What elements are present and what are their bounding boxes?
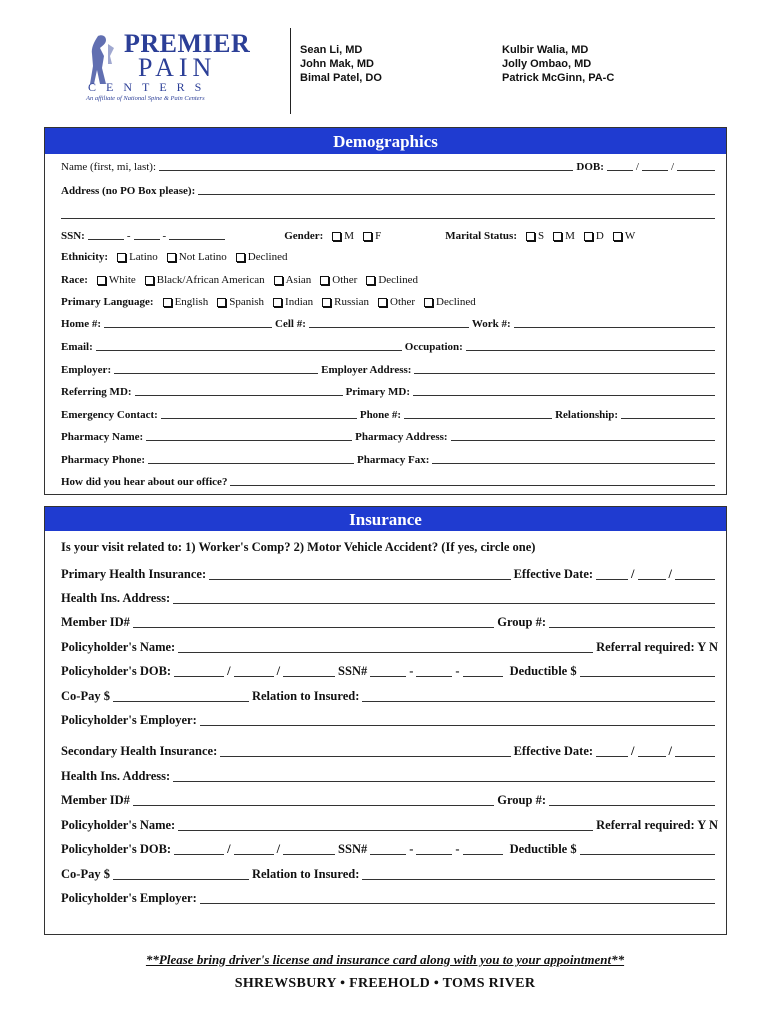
- ssn-separator: -: [162, 230, 167, 242]
- policyholder-employer-field[interactable]: [200, 902, 715, 904]
- address-field-2[interactable]: [61, 217, 715, 219]
- option-label: F: [375, 230, 382, 242]
- deductible-label: Deductible $: [509, 842, 577, 856]
- marital-option-w[interactable]: [613, 230, 635, 242]
- policyholder-dob-label: Policyholder's DOB:: [61, 842, 172, 856]
- checkbox-icon: [163, 298, 172, 307]
- pharmacy-address-field[interactable]: [451, 439, 715, 441]
- doctor-name: Patrick McGinn, PA-C: [502, 72, 615, 84]
- physician-row: [61, 382, 718, 398]
- secondary-address-row: [61, 766, 718, 784]
- emergency-phone-label: Phone #:: [359, 409, 402, 421]
- address-label: Address (no PO Box please):: [61, 185, 196, 197]
- holder-dob-month-field[interactable]: [174, 853, 224, 855]
- holder-dob-year-field[interactable]: [283, 675, 335, 677]
- option-label: Declined: [378, 274, 419, 286]
- holder-ssn-part-2-field[interactable]: [416, 853, 452, 855]
- logo-line-2: PAIN: [138, 53, 217, 82]
- employer-address-field[interactable]: [414, 372, 715, 374]
- dob-day-field[interactable]: [642, 169, 668, 171]
- referral-source-row: [61, 472, 718, 488]
- effective-day-field[interactable]: [638, 755, 666, 757]
- pharmacy-fax-field[interactable]: [432, 462, 715, 464]
- member-id-field[interactable]: [133, 804, 494, 806]
- holder-ssn-part-1-field[interactable]: [370, 675, 406, 677]
- employer-address-label: Employer Address:: [321, 364, 412, 376]
- policyholder-name-field[interactable]: [178, 829, 593, 831]
- member-id-label: Member ID#: [61, 615, 130, 629]
- referring-md-field[interactable]: [135, 394, 343, 396]
- relation-to-insured-field[interactable]: [362, 878, 715, 880]
- language-option-indian[interactable]: [273, 296, 313, 308]
- marital-option-d[interactable]: [584, 230, 604, 242]
- relationship-label: Relationship:: [555, 409, 619, 421]
- gender-option-f[interactable]: [363, 230, 381, 242]
- effective-date-label: Effective Date:: [513, 567, 594, 581]
- email-label: Email:: [61, 341, 93, 353]
- pharmacy-name-label: Pharmacy Name:: [61, 431, 144, 443]
- checkbox-icon: [145, 276, 154, 285]
- address-row-2: [61, 205, 718, 221]
- relation-to-insured-label: Relation to Insured:: [251, 867, 360, 881]
- doctor-name: John Mak, MD: [300, 58, 374, 70]
- option-label: M: [565, 230, 575, 242]
- dob-month-field[interactable]: [607, 169, 633, 171]
- premier-pain-centers-logo: [86, 29, 251, 108]
- occupation-label: Occupation:: [404, 341, 463, 353]
- dob-year-field[interactable]: [677, 169, 715, 171]
- date-separator: /: [276, 664, 281, 678]
- ssn-part-2-field[interactable]: [134, 238, 160, 240]
- marital-option-m[interactable]: [553, 230, 575, 242]
- phone-row: [61, 314, 718, 330]
- logo-line-1: PREMIER: [124, 29, 251, 58]
- language-option-spanish[interactable]: [217, 296, 264, 308]
- gender-option-m[interactable]: [332, 230, 354, 242]
- policyholder-name-field[interactable]: [178, 651, 593, 653]
- primary-insurance-row: [61, 564, 718, 582]
- doctor-name: Jolly Ombao, MD: [502, 58, 592, 70]
- language-option-english[interactable]: [163, 296, 209, 308]
- health-ins-address-field[interactable]: [173, 602, 715, 604]
- checkbox-icon: [273, 298, 282, 307]
- language-label: Primary Language:: [61, 296, 154, 308]
- policyholder-dob-label: Policyholder's DOB:: [61, 664, 172, 678]
- ethnicity-option-not-latino[interactable]: [167, 251, 227, 263]
- option-label: Asian: [285, 274, 312, 286]
- relationship-field[interactable]: [621, 417, 715, 419]
- option-label: Indian: [285, 296, 314, 308]
- ssn-separator: -: [455, 664, 460, 678]
- option-label: Declined: [436, 296, 476, 308]
- option-label: Russian: [334, 296, 369, 308]
- checkbox-icon: [217, 298, 226, 307]
- name-row: [61, 157, 718, 173]
- effective-year-field[interactable]: [675, 578, 715, 580]
- primary-md-field[interactable]: [413, 394, 715, 396]
- header-divider: [290, 28, 291, 114]
- group-label: Group #:: [497, 615, 546, 629]
- date-separator: /: [227, 664, 231, 678]
- insurance-section: [44, 506, 727, 935]
- policyholder-employer-label: Policyholder's Employer:: [61, 713, 197, 727]
- spine-figure-icon: [88, 34, 116, 86]
- bring-documents-note: **Please bring driver's license and insurance card along with you to your appointment**: [145, 952, 625, 967]
- referring-md-label: Referring MD:: [61, 386, 132, 398]
- option-label: White: [108, 274, 136, 286]
- secondary-member-row: [61, 790, 718, 808]
- primary-md-label: Primary MD:: [345, 386, 411, 398]
- checkbox-icon: [167, 253, 176, 262]
- emergency-contact-field[interactable]: [161, 417, 357, 419]
- emergency-phone-field[interactable]: [404, 417, 552, 419]
- option-label: Latino: [129, 251, 158, 263]
- ssn-label: SSN:: [61, 230, 85, 242]
- option-label: Declined: [247, 251, 288, 263]
- effective-date-label: Effective Date:: [513, 744, 594, 758]
- dob-separator: /: [670, 161, 674, 173]
- deductible-field[interactable]: [580, 675, 715, 677]
- pharmacy-contact-row: [61, 450, 718, 466]
- group-field[interactable]: [549, 804, 715, 806]
- policyholder-employer-field[interactable]: [200, 724, 715, 726]
- name-field[interactable]: [159, 169, 573, 171]
- secondary-insurance-row: [61, 741, 718, 759]
- home-phone-field[interactable]: [104, 326, 272, 328]
- doctor-list-right: [502, 43, 614, 85]
- race-option-other[interactable]: [320, 274, 357, 286]
- deductible-field[interactable]: [580, 853, 715, 855]
- option-label: Not Latino: [178, 251, 227, 263]
- demographics-title: Demographics: [45, 128, 726, 154]
- checkbox-icon: [322, 298, 331, 307]
- pharmacy-phone-field[interactable]: [148, 462, 354, 464]
- address-field[interactable]: [198, 193, 715, 195]
- primary-copay-row: [61, 686, 718, 704]
- emergency-contact-label: Emergency Contact:: [61, 409, 158, 421]
- ethnicity-option-latino[interactable]: [117, 251, 158, 263]
- cell-phone-label: Cell #:: [275, 318, 306, 330]
- secondary-employer-row: [61, 888, 718, 906]
- checkbox-icon: [526, 232, 535, 241]
- language-row: [61, 292, 718, 308]
- email-row: [61, 337, 718, 353]
- employer-field[interactable]: [114, 372, 318, 374]
- checkbox-icon: [274, 276, 283, 285]
- date-separator: /: [227, 842, 231, 856]
- checkbox-icon: [320, 276, 329, 285]
- ssn-separator: -: [409, 664, 414, 678]
- date-separator: /: [276, 842, 281, 856]
- pharmacy-row: [61, 427, 718, 443]
- policyholder-name-label: Policyholder's Name:: [61, 640, 176, 654]
- effective-month-field[interactable]: [596, 578, 628, 580]
- ethnicity-row: [61, 247, 718, 263]
- holder-ssn-part-3-field[interactable]: [463, 853, 503, 855]
- visit-question: Is your visit related to: 1) Worker's Comp? 2) Motor Vehicle Accident? (If yes, circle one): [61, 540, 536, 554]
- option-label: English: [174, 296, 209, 308]
- race-row: [61, 270, 718, 286]
- secondary-insurance-label: Secondary Health Insurance:: [61, 744, 218, 758]
- logo-line-3: CENTERS: [88, 80, 212, 94]
- occupation-field[interactable]: [466, 349, 715, 351]
- group-field[interactable]: [549, 626, 715, 628]
- doctor-list-left: [300, 43, 382, 85]
- office-locations: SHREWSBURY • FREEHOLD • TOMS RIVER: [234, 976, 536, 991]
- checkbox-icon: [366, 276, 375, 285]
- effective-day-field[interactable]: [638, 578, 666, 580]
- policyholder-employer-label: Policyholder's Employer:: [61, 891, 197, 905]
- ssn-gender-marital-row: [61, 226, 718, 242]
- checkbox-icon: [613, 232, 622, 241]
- holder-ssn-part-3-field[interactable]: [463, 675, 503, 677]
- language-option-declined[interactable]: [424, 296, 476, 308]
- ssn-part-3-field[interactable]: [169, 238, 225, 240]
- date-separator: /: [631, 744, 635, 758]
- demographics-section: [44, 127, 727, 495]
- work-phone-label: Work #:: [471, 318, 511, 330]
- gender-label: Gender:: [284, 230, 324, 242]
- referral-source-field[interactable]: [230, 484, 715, 486]
- employer-label: Employer:: [61, 364, 112, 376]
- email-field[interactable]: [96, 349, 402, 351]
- secondary-dob-row: [61, 839, 718, 857]
- member-id-field[interactable]: [133, 626, 494, 628]
- work-phone-field[interactable]: [514, 326, 715, 328]
- marital-option-s[interactable]: [526, 230, 544, 242]
- emergency-row: [61, 405, 718, 421]
- health-ins-address-label: Health Ins. Address:: [61, 769, 171, 783]
- member-id-label: Member ID#: [61, 793, 130, 807]
- language-option-russian[interactable]: [322, 296, 369, 308]
- race-option-white[interactable]: [97, 274, 136, 286]
- home-phone-label: Home #:: [61, 318, 102, 330]
- race-option-black[interactable]: [145, 274, 265, 286]
- relation-to-insured-label: Relation to Insured:: [251, 689, 360, 703]
- race-option-declined[interactable]: [366, 274, 418, 286]
- race-option-asian[interactable]: [274, 274, 312, 286]
- secondary-holder-row: [61, 815, 718, 833]
- cell-phone-field[interactable]: [309, 326, 469, 328]
- ssn-part-1-field[interactable]: [88, 238, 124, 240]
- holder-ssn-part-2-field[interactable]: [416, 675, 452, 677]
- holder-dob-day-field[interactable]: [234, 675, 274, 677]
- doctor-name: Kulbir Walia, MD: [502, 44, 589, 56]
- employer-row: [61, 360, 718, 376]
- doctor-name: Bimal Patel, DO: [300, 72, 382, 84]
- holder-ssn-part-1-field[interactable]: [370, 853, 406, 855]
- ssn-separator: -: [126, 230, 131, 242]
- health-ins-address-label: Health Ins. Address:: [61, 591, 171, 605]
- checkbox-icon: [378, 298, 387, 307]
- ethnicity-label: Ethnicity:: [61, 251, 109, 263]
- deductible-label: Deductible $: [509, 664, 577, 678]
- option-label: D: [595, 230, 604, 242]
- pharmacy-address-label: Pharmacy Address:: [355, 431, 448, 443]
- language-option-other[interactable]: [378, 296, 415, 308]
- copay-label: Co-Pay $: [61, 867, 110, 881]
- address-row: [61, 181, 718, 197]
- copay-field[interactable]: [113, 878, 249, 880]
- insurance-title: Insurance: [45, 507, 726, 531]
- primary-insurance-field[interactable]: [209, 578, 510, 580]
- doctor-name: Sean Li, MD: [300, 44, 363, 56]
- ssn-separator: -: [455, 842, 460, 856]
- logo-tagline: An affiliate of National Spine & Pain Centers: [86, 95, 205, 102]
- copay-label: Co-Pay $: [61, 689, 110, 703]
- option-label: W: [624, 230, 636, 242]
- copay-field[interactable]: [113, 700, 249, 702]
- checkbox-icon: [584, 232, 593, 241]
- checkbox-icon: [424, 298, 433, 307]
- option-label: Other: [332, 274, 358, 286]
- ethnicity-option-declined[interactable]: [236, 251, 288, 263]
- holder-ssn-label: SSN#: [338, 664, 368, 678]
- pharmacy-name-field[interactable]: [146, 439, 352, 441]
- checkbox-icon: [332, 232, 341, 241]
- relation-to-insured-field[interactable]: [362, 700, 715, 702]
- marital-status-label: Marital Status:: [445, 230, 517, 242]
- secondary-copay-row: [61, 864, 718, 882]
- visit-question-row: [61, 537, 718, 555]
- race-label: Race:: [61, 274, 88, 286]
- holder-dob-year-field[interactable]: [283, 853, 335, 855]
- option-label: Other: [390, 296, 416, 308]
- effective-year-field[interactable]: [675, 755, 715, 757]
- name-label: Name (first, mi, last):: [61, 161, 157, 173]
- checkbox-icon: [117, 253, 126, 262]
- date-separator: /: [631, 567, 635, 581]
- referral-required-label: Referral required: Y N: [596, 640, 718, 654]
- checkbox-icon: [553, 232, 562, 241]
- primary-employer-row: [61, 710, 718, 728]
- date-separator: /: [668, 744, 672, 758]
- primary-dob-row: [61, 661, 718, 679]
- pharmacy-fax-label: Pharmacy Fax:: [357, 454, 430, 466]
- dob-separator: /: [635, 161, 639, 173]
- holder-dob-month-field[interactable]: [174, 675, 224, 677]
- ssn-separator: -: [409, 842, 414, 856]
- checkbox-icon: [97, 276, 106, 285]
- policyholder-name-label: Policyholder's Name:: [61, 818, 176, 832]
- checkbox-icon: [236, 253, 245, 262]
- pharmacy-phone-label: Pharmacy Phone:: [61, 454, 146, 466]
- referral-source-label: How did you hear about our office?: [61, 476, 228, 488]
- group-label: Group #:: [497, 793, 546, 807]
- option-label: Black/African American: [156, 274, 265, 286]
- option-label: Spanish: [229, 296, 265, 308]
- date-separator: /: [668, 567, 672, 581]
- option-label: M: [344, 230, 355, 242]
- health-ins-address-field[interactable]: [173, 780, 715, 782]
- option-label: S: [538, 230, 545, 242]
- holder-dob-day-field[interactable]: [234, 853, 274, 855]
- checkbox-icon: [363, 232, 372, 241]
- effective-month-field[interactable]: [596, 755, 628, 757]
- dob-label: DOB:: [576, 161, 604, 173]
- primary-holder-row: [61, 637, 718, 655]
- primary-member-row: [61, 612, 718, 630]
- referral-required-label: Referral required: Y N: [596, 818, 718, 832]
- holder-ssn-label: SSN#: [338, 842, 368, 856]
- primary-address-row: [61, 588, 718, 606]
- secondary-insurance-field[interactable]: [220, 755, 510, 757]
- primary-insurance-label: Primary Health Insurance:: [61, 567, 207, 581]
